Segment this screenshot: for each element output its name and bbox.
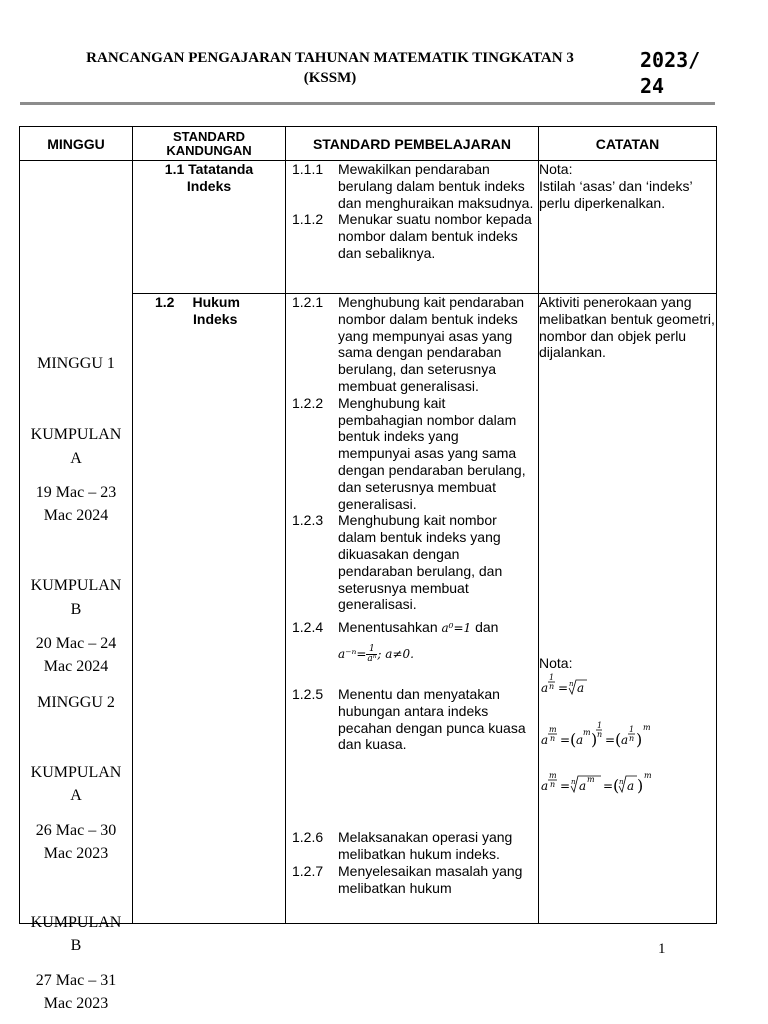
date-range: Mac 2024 [43,507,109,524]
group-letter: B [70,601,82,618]
svg-text:n: n [550,733,556,743]
item-code: 1.2.5 [292,685,324,702]
page-number: 1 [658,941,666,957]
header-divider [20,102,715,105]
svg-text:n: n [571,777,576,786]
item-code: 1.1.1 [292,161,324,177]
item-text: Menentu dan menyatakan hubungan antara indeks pecahan dengan punca kuasa dan kuasa. [338,685,526,753]
math-condition: ; a≠0. [377,647,414,662]
list-item [286,686,538,753]
week-label: MINGGU 2 [37,694,115,711]
note-heading: Nota: [539,655,573,672]
svg-text:a: a [577,680,585,695]
svg-text:1: 1 [597,720,603,730]
list-item [286,211,538,261]
item-text: Melaksanakan operasi yang melibatkan hukum indeks. [338,829,513,862]
math-negative-index [338,645,534,664]
note-text: Istilah ‘asas’ dan ‘indeks’ perlu diperkenalkan. [539,177,693,211]
year-line-1: 2023/ [640,48,701,72]
svg-text:(: ( [615,729,622,749]
svg-text:a: a [541,680,549,695]
standard-kandungan-1-1 [133,161,286,294]
list-item [286,619,538,664]
svg-text:a: a [579,778,587,793]
svg-text:a: a [541,778,549,793]
item-text: Menyelesaikan masalah yang melibatkan hukum [338,862,523,896]
kandungan-title-line2: Indeks [193,311,238,327]
item-text: Mewakilkan pendaraban berulang dalam bentuk indeks dan menghuraikan maksudnya. [338,161,534,211]
svg-text:n: n [597,729,603,739]
svg-text:n: n [550,779,556,789]
group-label: KUMPULAN [30,426,122,443]
date-range: 20 Mac – 24 [35,635,117,652]
item-text [338,619,538,664]
svg-text:=: = [558,680,569,695]
svg-text:n: n [569,679,574,688]
math-lhs: a⁻ⁿ= [338,647,367,662]
item-code: 1.1.2 [292,211,324,228]
kandungan-title: 1.1 Tatatanda [164,161,254,177]
item-text: Menghubung kait pembahagian nombor dalam bentuk indeks yang mempunyai asas yang sama dengan pendaraban berulang, dan seterusnya membuat generalisasi. [338,394,526,512]
group-label: KUMPULAN [30,914,122,931]
date-range: 26 Mac – 30 [35,822,117,839]
svg-text:(: ( [570,729,577,749]
svg-text:n: n [549,681,555,691]
list-item [286,829,538,863]
svg-text:a: a [576,732,584,747]
list-item [286,294,538,395]
item-text-lead: Menentusahkan [338,619,438,636]
catatan-1-1 [539,161,717,294]
title-line-1: RANCANGAN PENGAJARAN TAHUNAN MATEMATIK TINGKATAN 3 [86,50,574,66]
col-standard-kandungan [133,127,286,161]
item-text: Menghubung kait nombor dalam bentuk indeks yang dikuasakan dengan pendaraban berulang, dan seterusnya membuat generalisasi. [338,512,503,613]
item-code: 1.2.7 [292,862,324,879]
catatan-1-2 [539,294,717,924]
group-letter: A [70,450,82,467]
svg-text:): ) [637,775,644,795]
date-range: Mac 2023 [43,995,109,1012]
col-minggu: MINGGU [20,127,133,161]
table-header-row [20,127,717,161]
list-item [286,512,538,613]
svg-text:m: m [549,770,557,780]
title-line-2: (KSSM) [303,70,357,86]
col-standard-kandungan-line2: KANDUNGAN [166,142,252,158]
index-formulas-graphic [539,672,709,802]
group-label: KUMPULAN [30,577,122,594]
activity-note: Aktiviti penerokaan yang melibatkan bentuk geometri, nombor dan objek perlu dijalankan. [539,294,715,361]
item-code: 1.2.4 [292,619,324,636]
kandungan-number: 1.2 [155,294,175,310]
math-zero-index: a⁰=1 [441,621,472,636]
svg-text:m: m [644,770,652,780]
svg-text:): ) [636,729,643,749]
svg-text:1: 1 [549,672,555,682]
svg-text:=: = [603,778,614,793]
document-title [40,48,620,88]
item-code: 1.2.1 [292,294,324,310]
item-code: 1.2.3 [292,512,324,529]
svg-text:1: 1 [629,724,635,734]
item-text-tail: dan [475,619,499,636]
col-standard-pembelajaran: STANDARD PEMBELAJARAN [286,127,539,161]
svg-text:): ) [591,729,598,749]
week-label: MINGGU 1 [37,355,115,372]
svg-text:m: m [549,724,557,734]
svg-text:=: = [560,732,571,747]
fraction: $\frac{1}{\text{aⁿ}}$ [367,643,377,664]
col-catatan: CATATAN [539,127,717,161]
standard-kandungan-1-2 [133,294,286,924]
svg-text:a: a [627,778,635,793]
group-letter: A [70,787,82,804]
list-item [286,863,538,897]
svg-text:m: m [643,722,651,732]
kandungan-title-line2: Indeks [186,178,232,194]
minggu-cell [20,161,133,1012]
svg-text:m: m [587,774,595,784]
kandungan-title: Hukum [192,294,240,310]
item-code: 1.2.2 [292,394,324,411]
item-text: Menukar suatu nombor kepada nombor dalam bentuk indeks dan sebaliknya. [338,211,532,261]
group-label: KUMPULAN [30,764,122,781]
note-heading: Nota: [539,161,573,177]
col-standard-kandungan-line1: STANDARD [173,128,245,144]
item-text: Menghubung kait pendaraban nombor dalam bentuk indeks yang mempunyai asas yang sama dengan pendaraban berulang, dan seterusnya membuat generalisasi. [338,294,525,394]
svg-text:a: a [621,732,629,747]
list-item [286,161,538,211]
standard-pembelajaran-1-1 [286,161,539,294]
standard-pembelajaran-1-2 [286,294,539,924]
svg-text:=: = [605,732,616,747]
svg-text:a: a [541,732,549,747]
svg-text:(: ( [613,775,620,795]
date-range: Mac 2024 [43,658,109,675]
date-range: 19 Mac – 23 [35,484,117,501]
svg-text:m: m [583,727,591,737]
table-row [20,161,717,294]
svg-text:n: n [619,777,624,786]
group-letter: B [70,937,82,954]
date-range: 27 Mac – 31 [35,972,117,989]
lesson-plan-table [19,126,717,1012]
date-range: Mac 2023 [43,845,109,862]
academic-year [640,47,720,99]
year-line-2: 24 [640,74,665,98]
svg-text:n: n [629,733,635,743]
item-code: 1.2.6 [292,829,324,846]
svg-text:=: = [560,778,571,793]
list-item [286,395,538,513]
